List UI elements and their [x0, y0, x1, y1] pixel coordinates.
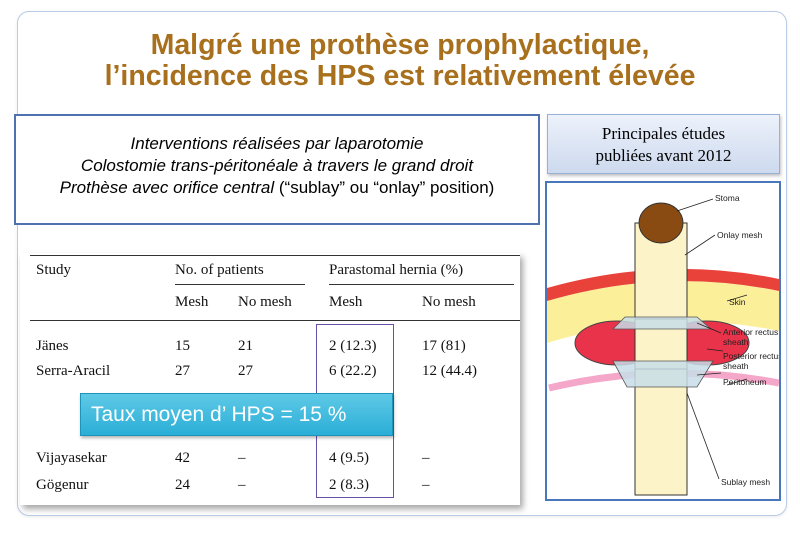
row-4-mesh: 24 — [175, 477, 190, 493]
header-hernia: Parastomal hernia (%) — [329, 262, 464, 278]
label-peritoneum: Peritoneum — [723, 377, 767, 387]
rule-patients — [175, 284, 305, 285]
row-2-hnomesh: 12 (44.4) — [422, 363, 477, 379]
info-box — [14, 114, 540, 225]
row-4-hnomesh: – — [422, 477, 430, 493]
onlay-mesh — [613, 317, 711, 329]
row-2-study: Serra-Aracil — [36, 363, 111, 379]
table-rule-top — [30, 255, 520, 256]
label-stoma: Stoma — [715, 193, 740, 203]
row-1-hnomesh: 17 (81) — [422, 338, 466, 354]
row-4-nomesh: – — [238, 477, 246, 493]
slide-title — [0, 30, 800, 92]
sub-nomesh-2: No mesh — [422, 294, 476, 310]
row-1-study: Jänes — [36, 338, 69, 354]
studies-table — [20, 253, 520, 505]
label-skin: Skin — [729, 297, 746, 307]
row-4-hmesh: 2 (8.3) — [329, 477, 369, 493]
table-rule-mid — [30, 320, 520, 321]
row-1-hmesh: 2 (12.3) — [329, 338, 377, 354]
info-line-1: Interventions réalisées par laparotomie — [130, 134, 424, 153]
stoma-diagram-svg — [547, 183, 779, 499]
label-onlay-mesh: Onlay mesh — [717, 230, 763, 240]
studies-line-1: Principales études — [601, 124, 726, 143]
info-line-3-italic: Prothèse avec orifice central — [59, 178, 275, 197]
label-anterior-2: sheath — [723, 337, 749, 347]
info-line-3-rest: (“sublay” ou “onlay” position) — [274, 178, 495, 197]
studies-box — [547, 114, 780, 174]
row-1-nomesh: 21 — [238, 338, 253, 354]
sub-nomesh: No mesh — [238, 294, 292, 310]
info-line-2: Colostomie trans-péritonéale à travers le grand droit — [80, 156, 474, 175]
row-2-hmesh: 6 (22.2) — [329, 363, 377, 379]
row-2-nomesh: 27 — [238, 363, 253, 379]
label-sublay-mesh: Sublay mesh — [721, 477, 771, 487]
row-3-nomesh: – — [238, 450, 246, 466]
row-1-mesh: 15 — [175, 338, 190, 354]
hps-rate-badge: Taux moyen d’ HPS = 15 % — [80, 393, 393, 436]
info-line-3 — [16, 177, 538, 199]
title-line-2: l’incidence des HPS est relativement élevée — [104, 60, 696, 92]
header-patients: No. of patients — [175, 262, 264, 278]
label-posterior-1: Posterior rectus — [723, 351, 779, 361]
header-study: Study — [36, 262, 72, 278]
label-posterior-2: sheath — [723, 361, 749, 371]
rule-hernia — [329, 284, 514, 285]
row-4-study: Gögenur — [36, 477, 89, 493]
sub-mesh-2: Mesh — [329, 294, 363, 310]
sub-mesh: Mesh — [175, 294, 209, 310]
sublay-mesh-shape — [613, 361, 713, 387]
label-anterior-1: Anterior rectus — [723, 327, 779, 337]
studies-line-2: publiées avant 2012 — [595, 146, 732, 165]
title-line-1: Malgré une prothèse prophylactique, — [150, 29, 650, 61]
row-3-study: Vijayasekar — [36, 450, 107, 466]
row-3-hmesh: 4 (9.5) — [329, 450, 369, 466]
stoma-end — [639, 203, 683, 243]
stoma-diagram — [545, 181, 781, 501]
row-2-mesh: 27 — [175, 363, 190, 379]
row-3-hnomesh: – — [422, 450, 430, 466]
row-3-mesh: 42 — [175, 450, 190, 466]
